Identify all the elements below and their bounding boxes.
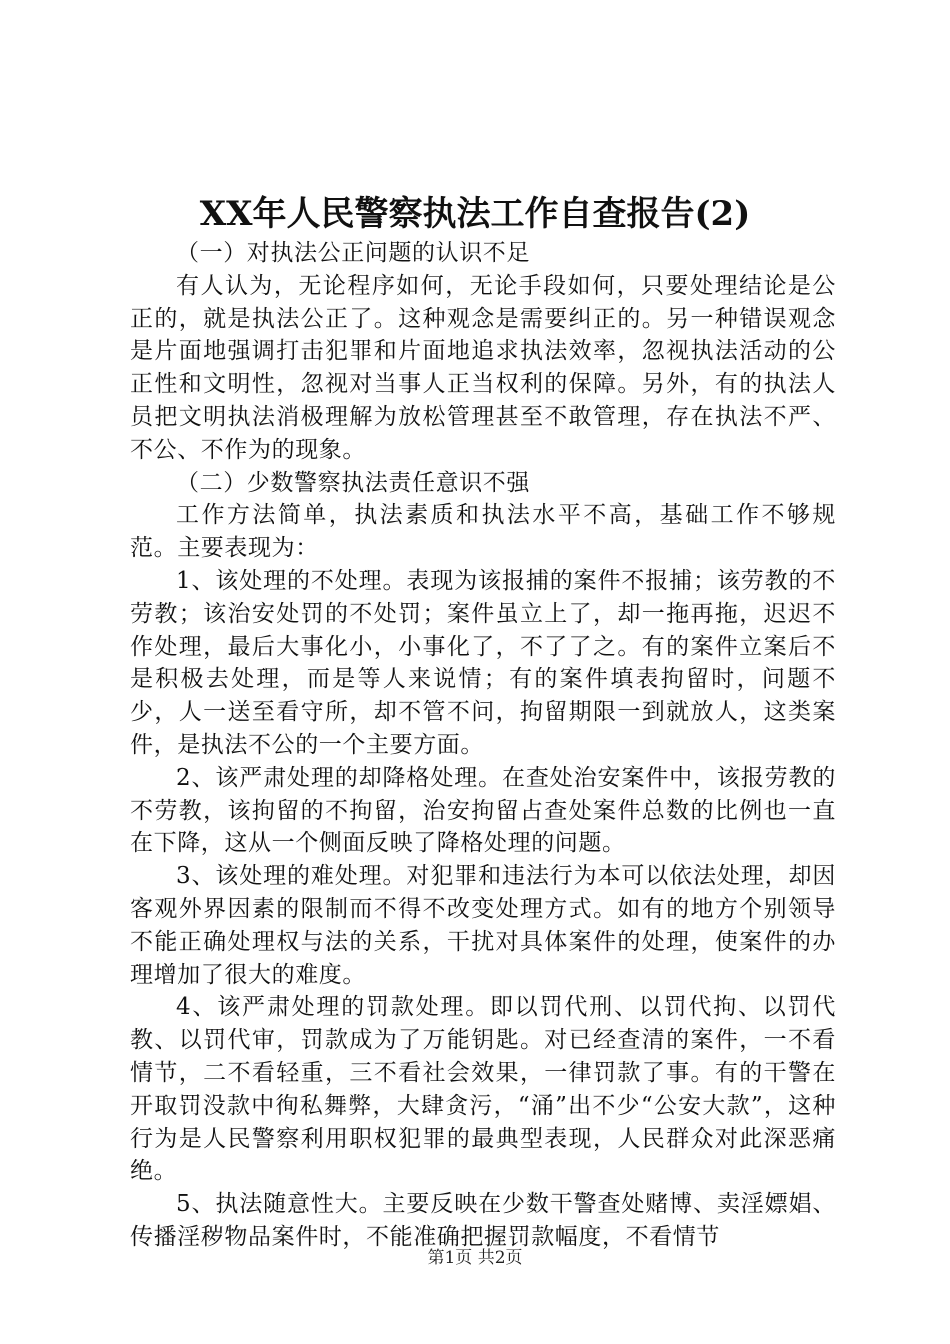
- document-title: XX年人民警察执法工作自查报告(2): [199, 194, 751, 234]
- list-item-1: 1、该处理的不处理。表现为该报捕的案件不报捕；该劳教的不劳教；该治安处罚的不处罚；案件虽立上了，却一拖再拖，迟迟不作处理，最后大事化小，小事化了，不了了之。有的案件立案后不是积极去处理，而是等人来说情；有的案件填表拘留时，问题不少，人一送至看守所，却不管不问，拘留期限一到就放人，这类案件，是执法不公的一个主要方面。: [130, 567, 836, 758]
- section-heading-2: （二）少数警察执法责任意识不强: [176, 469, 530, 496]
- page-footer: 第1页 共2页: [427, 1248, 523, 1268]
- list-item-3: 3、该处理的难处理。对犯罪和违法行为本可以依法处理，却因客观外界因素的限制而不得不改变处理方式。如有的地方个别领导不能正确处理权与法的关系，干扰对具体案件的处理，使案件的办理增加了很大的难度。: [130, 863, 836, 988]
- section-heading-1: （一）对执法公正问题的认识不足: [176, 240, 530, 266]
- list-item-5: 5、执法随意性大。主要反映在少数干警查处赌博、卖淫嫖娼、传播淫秽物品案件时，不能准确把握罚款幅度，不看情节: [130, 1191, 836, 1250]
- list-item-4: 4、该严肃处理的罚款处理。即以罚代刑、以罚代拘、以罚代教、以罚代审，罚款成为了万能钥匙。对已经查清的案件，一不看情节，二不看轻重，三不看社会效果，一律罚款了事。有的干警在开取罚没款中徇私舞弊，大肆贪污，“涌”出不少“公安大款”，这种行为是人民警察利用职权犯罪的最典型表现，人民群众对此深恶痛绝。: [130, 994, 836, 1185]
- list-item-2: 2、该严肃处理的却降格处理。在查处治安案件中，该报劳教的不劳教，该拘留的不拘留，治安拘留占查处案件总数的比例也一直在下降，这从一个侧面反映了降格处理的问题。: [130, 764, 836, 857]
- paragraph-1: 有人认为，无论程序如何，无论手段如何，只要处理结论是公正的，就是执法公正了。这种观念是需要纠正的。另一种错误观念是片面地强调打击犯罪和片面地追求执法效率，忽视执法活动的公正性和文明性，忽视对当事人正当权利的保障。另外，有的执法人员把文明执法消极理解为放松管理甚至不敢管理，存在执法不严、不公、不作为的现象。: [130, 272, 836, 463]
- document-body: [130, 237, 836, 1254]
- paragraph-2: 工作方法简单，执法素质和执法水平不高，基础工作不够规范。主要表现为：: [130, 502, 836, 562]
